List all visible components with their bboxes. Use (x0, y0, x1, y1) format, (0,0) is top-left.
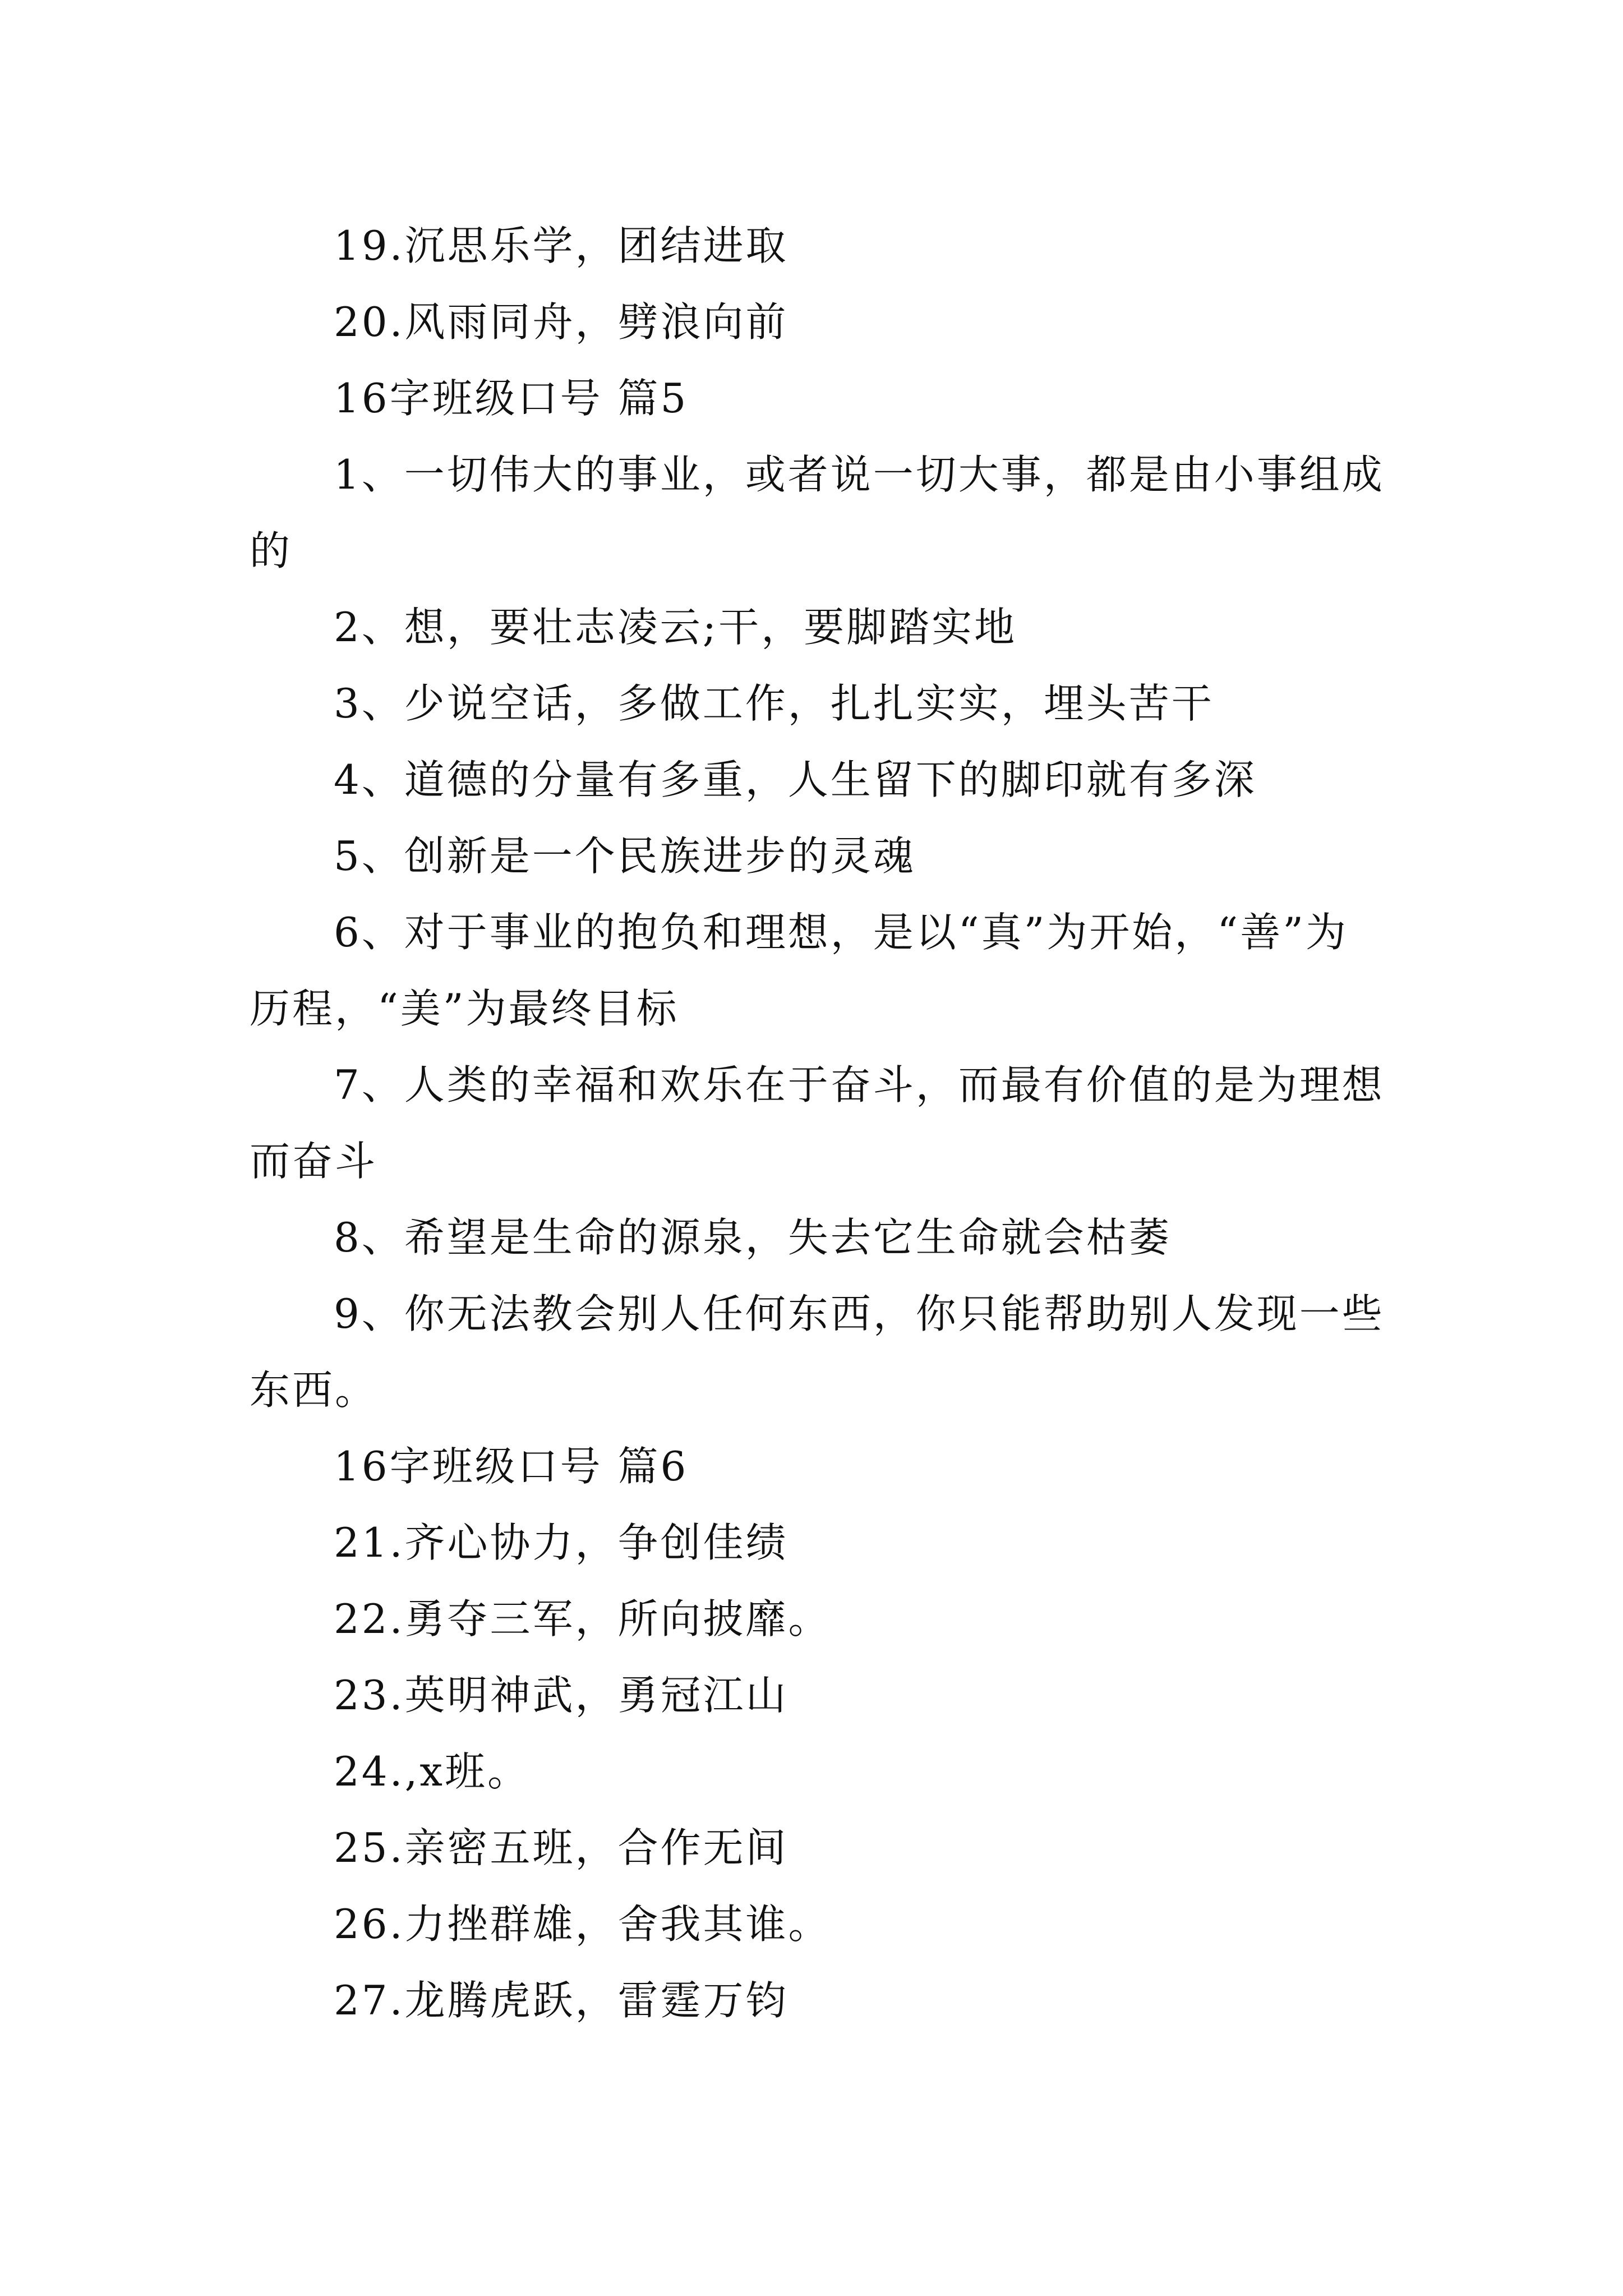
slogan-line: 27.龙腾虎跃，雷霆万钧 (334, 1977, 789, 2024)
slogan-line: 4、道德的分量有多重，人生留下的脚印就有多深 (334, 756, 1257, 803)
slogan-line: 23.英明神武，勇冠江山 (334, 1672, 789, 1719)
slogan-line: 3、少说空话，多做工作，扎扎实实，埋头苦干 (334, 680, 1214, 727)
section-heading: 16字班级口号 篇5 (334, 375, 689, 422)
slogan-line: 22.勇夺三军，所向披靡。 (334, 1595, 831, 1642)
slogan-line: 24.,x班。 (334, 1748, 530, 1795)
slogan-line: 7、人类的幸福和欢乐在于奋斗，而最有价值的是为理想而奋斗 (250, 1061, 1385, 1185)
slogan-line: 1、一切伟大的事业，或者说一切大事，都是由小事组成的 (250, 451, 1385, 574)
slogan-line: 5、创新是一个民族进步的灵魂 (334, 832, 916, 880)
slogan-line: 25.亲密五班，合作无间 (334, 1824, 789, 1871)
slogan-line: 19.沉思乐学，团结进取 (334, 222, 789, 269)
document-body (250, 208, 1388, 2039)
slogan-line: 2、想，要壮志凌云;干，要脚踏实地 (334, 604, 1017, 651)
section-heading: 16字班级口号 篇6 (334, 1443, 689, 1490)
slogan-line: 8、希望是生命的源泉，失去它生命就会枯萎 (334, 1214, 1172, 1261)
slogan-line: 20.风雨同舟，劈浪向前 (334, 298, 789, 346)
slogan-line: 26.力挫群雄，舍我其谁。 (334, 1901, 831, 1948)
slogan-line: 9、你无法教会别人任何东西，你只能帮助别人发现一些东西。 (250, 1290, 1385, 1414)
slogan-line: 6、对于事业的抱负和理想，是以“真”为开始，“善”为历程，“美”为最终目标 (250, 909, 1349, 1032)
slogan-line: 21.齐心协力，争创佳绩 (334, 1519, 789, 1566)
